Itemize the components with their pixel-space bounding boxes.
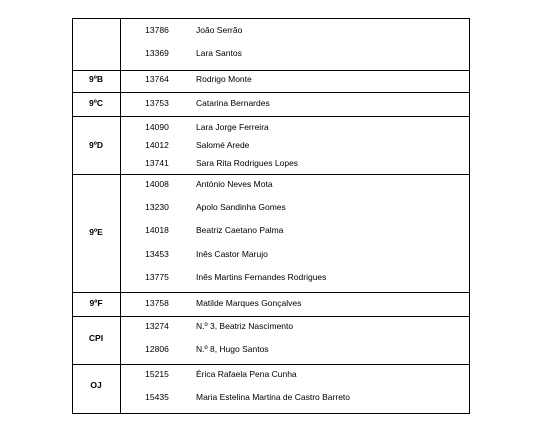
student-number: 15215 — [145, 369, 169, 379]
student-name: Matilde Marques Gonçalves — [196, 298, 302, 308]
row-divider — [72, 174, 470, 175]
student-name: Maria Estelina Martina de Castro Barreto — [196, 392, 351, 402]
student-number: 13786 — [145, 25, 169, 35]
student-number: 15435 — [145, 392, 169, 402]
class-label: 9ºD — [89, 140, 103, 150]
student-number: 13753 — [145, 98, 169, 108]
row-divider — [72, 292, 470, 293]
class-label: 9ºB — [89, 74, 103, 84]
column-divider — [120, 18, 121, 414]
student-number: 13741 — [145, 158, 169, 168]
student-name: Catarina Bernardes — [196, 98, 270, 108]
row-divider — [72, 92, 470, 93]
class-label: OJ — [90, 380, 102, 390]
student-name: N.º 3, Beatriz Nascimento — [196, 321, 294, 331]
student-number: 13764 — [145, 74, 169, 84]
row-divider — [72, 364, 470, 365]
student-name: Apolo Sandinha Gomes — [196, 202, 286, 212]
class-label: 9ºC — [89, 98, 103, 108]
student-number: 13230 — [145, 202, 169, 212]
row-divider — [72, 116, 470, 117]
student-number: 14018 — [145, 225, 169, 235]
student-name: João Serrão — [196, 25, 243, 35]
student-name: Beatriz Caetano Palma — [196, 225, 284, 235]
row-divider — [72, 316, 470, 317]
student-number: 13758 — [145, 298, 169, 308]
table-border-right — [469, 18, 470, 414]
class-label: 9ºF — [89, 298, 103, 308]
student-number: 14012 — [145, 140, 169, 150]
student-number: 13453 — [145, 249, 169, 259]
table-border-bottom — [72, 413, 470, 414]
student-name: António Neves Mota — [196, 179, 273, 189]
student-number: 14008 — [145, 179, 169, 189]
table-border-top — [72, 18, 470, 19]
student-number: 13369 — [145, 48, 169, 58]
student-number: 13274 — [145, 321, 169, 331]
student-name: Érica Rafaela Pena Cunha — [196, 369, 297, 379]
student-name: Inês Martins Fernandes Rodrigues — [196, 272, 327, 282]
student-table — [72, 18, 470, 414]
student-name: Lara Santos — [196, 48, 242, 58]
student-number: 12806 — [145, 344, 169, 354]
student-name: Sara Rita Rodrigues Lopes — [196, 158, 299, 168]
student-name: Salomé Arede — [196, 140, 250, 150]
student-name: Inês Castor Marujo — [196, 249, 268, 259]
student-name: N.º 8, Hugo Santos — [196, 344, 269, 354]
class-label: CPI — [88, 333, 104, 343]
student-name: Rodrigo Monte — [196, 74, 252, 84]
student-name: Lara Jorge Ferreira — [196, 122, 269, 132]
student-number: 13775 — [145, 272, 169, 282]
student-number: 14090 — [145, 122, 169, 132]
row-divider — [72, 70, 470, 71]
class-label: 9ºE — [89, 227, 103, 237]
